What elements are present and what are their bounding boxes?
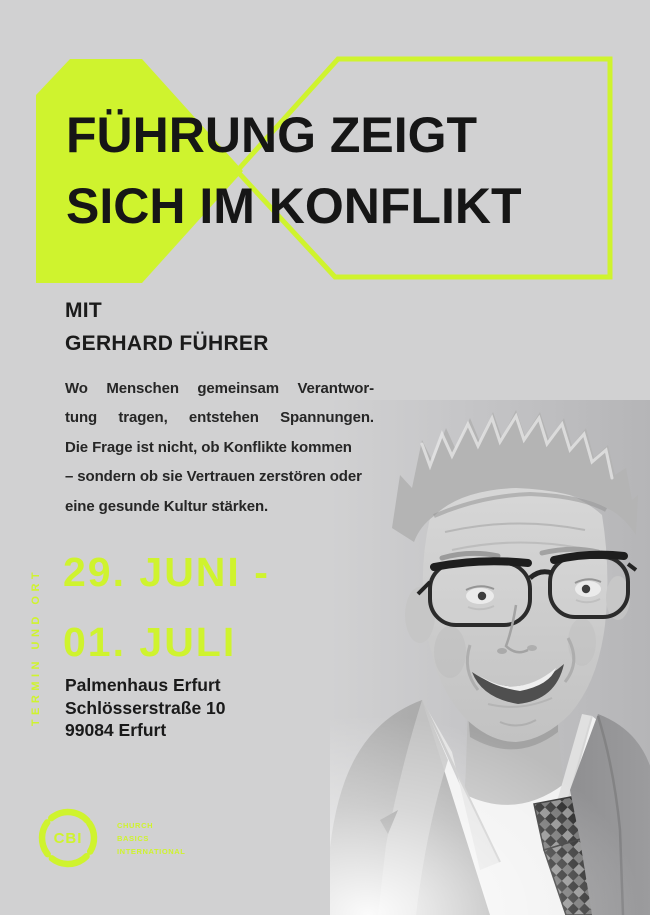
speaker-name: GERHARD FÜHRER (65, 332, 269, 355)
venue-block (65, 674, 226, 742)
logo-word-line: BASICS (117, 834, 149, 843)
body-line: Die Frage ist nicht, ob Konflikte kommen (65, 438, 352, 456)
cbi-logo-monogram: CBI (53, 829, 83, 847)
logo-word-line: CHURCH (117, 821, 154, 830)
body-line: – sondern ob sie Vertrauen zerstören oder (65, 468, 362, 486)
speaker-block (65, 294, 269, 360)
headline-line-1: FÜHRUNG ZEIGT (66, 107, 478, 163)
date-line-2: 01. JULI (63, 619, 237, 665)
cbi-logo (36, 806, 256, 876)
headline-line-2: SICH IM KONFLIKT (66, 178, 522, 234)
body-line: tung tragen, entstehen Spannungen. (65, 409, 374, 427)
cbi-logo-wordmark (117, 819, 186, 858)
logo-word-line: INTERNATIONAL (117, 847, 186, 856)
date-line-1: 29. JUNI - (63, 549, 270, 595)
venue-street: Schlösserstraße 10 (65, 697, 226, 718)
vertical-label-termin-und-ort: TERMIN UND ORT (30, 567, 42, 727)
body-line: Wo Menschen gemeinsam Verantwor- (65, 380, 374, 397)
venue-name: Palmenhaus Erfurt (65, 675, 221, 695)
body-copy (65, 374, 374, 521)
speaker-portrait (330, 400, 650, 915)
headline (66, 100, 522, 242)
venue-city: 99084 Erfurt (65, 720, 167, 740)
body-line: eine gesunde Kultur stärken. (65, 497, 269, 515)
speaker-prefix: MIT (65, 299, 103, 322)
